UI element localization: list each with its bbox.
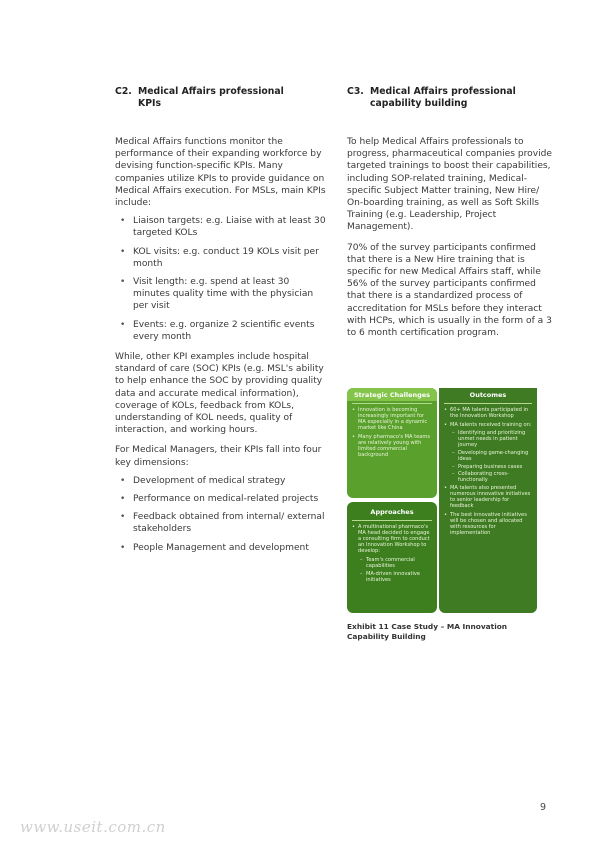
msl-kpi-list: [115, 215, 327, 343]
paragraph: While, other KPI examples include hospital standard of care (SOC) KPIs (e.g. MSL's ability to help enhance the SOC by providing quality data and accurate medical information), coverage of KOLs, feedback from KOLs, understanding of KOL needs, quality of interaction, and working hours.: [115, 352, 324, 436]
list-item: • Many pharmaco's MA teams are relatively young with limited commercial background: [351, 434, 433, 458]
section-number: C3.: [347, 86, 364, 97]
caption-line-1: Exhibit 11 Case Study – MA Innovation: [347, 622, 508, 631]
panel-title: Strategic Challenges: [347, 388, 437, 401]
outcomes-list: [439, 407, 537, 536]
outcomes-panel: [439, 388, 537, 613]
panel-title: Approaches: [370, 508, 414, 516]
list-item: – MA-driven innovative initiatives: [351, 571, 433, 583]
strategic-list: [347, 407, 437, 458]
exhibit-case-study: [347, 388, 537, 613]
paragraph: 70% of the survey participants confirmed that there is a New Hire training that is specific for new Medical Affairs staff, while 56% of the survey participants confirmed that there is a standardized process of accreditation for MSLs before they interact with HCPs, which is usually in the form of a 3 to 6 month certification program.: [347, 242, 552, 339]
list-item: • 60+ MA talents participated in the Innovation Workshop: [443, 407, 533, 419]
caption-line-2: Capability Building: [347, 631, 426, 641]
list-item: • MA talents received training on:: [443, 422, 533, 428]
divider: [352, 520, 432, 521]
manager-kpi-list: [115, 475, 327, 554]
page-number: 9: [540, 802, 547, 813]
list-item: • Innovation is becoming increasingly important for MA especially in a dynamic market like China: [351, 407, 433, 431]
paragraph: Medical Affairs functions monitor the performance of their expanding workforce by devising function-specific KPIs. Many companies utilize KPIs to provide guidance on Medical Affairs execution. For MSLs, main KPIs include:: [115, 137, 326, 209]
list-item: – Identifying and prioritizing unmet needs in patient journey: [443, 430, 533, 448]
list-item: • People Management and development: [115, 542, 327, 554]
section-number: C2.: [115, 86, 132, 97]
approaches-panel: [347, 502, 437, 613]
paragraph: To help Medical Affairs professionals to progress, pharmaceutical companies provide targeted trainings to boost their capabilities, including SOP-related training, Medical-specific Subject Matter training, New Hire/ On-boarding training, as well as Soft Skills Training (e.g. Leadership, Project Management).: [347, 137, 553, 233]
heading-line-2: KPIs: [138, 98, 162, 109]
list-item: • Events: e.g. organize 2 scientific events every month: [115, 319, 327, 343]
list-item: • The best innovative initiatives will be chosen and allocated with resources for implementation: [443, 512, 533, 536]
heading-line-2: capability building: [370, 98, 468, 109]
list-item: – Developing game-changing ideas: [443, 450, 533, 462]
heading-line-1: Medical Affairs professional: [370, 86, 516, 97]
list-item: – Team's commercial capabilities: [351, 557, 433, 569]
panel-title: Outcomes: [439, 388, 537, 401]
list-item: • Visit length: e.g. spend at least 30 minutes quality time with the physician per visit: [115, 276, 327, 313]
list-item: • Development of medical strategy: [115, 475, 327, 487]
exhibit-caption: [347, 622, 547, 641]
strategic-challenges-panel: [347, 388, 437, 498]
heading-line-1: Medical Affairs professional: [138, 86, 284, 97]
left-column: [115, 86, 327, 554]
watermark: www.useit.com.cn: [20, 818, 166, 836]
divider: [444, 403, 532, 404]
list-item: • MA talents also presented numerous innovative initiatives to senior leadership for feedback: [443, 485, 533, 509]
list-item: • Performance on medical-related projects: [115, 493, 327, 505]
list-item: – Collaborating cross-functionally: [443, 471, 533, 483]
approaches-list: [347, 524, 437, 583]
section-heading-c3: [347, 86, 557, 110]
divider: [352, 403, 432, 404]
right-column: [347, 86, 557, 339]
paragraph: For Medical Managers, their KPIs fall into four key dimensions:: [115, 445, 322, 468]
list-item: • A multinational pharmaco's MA head decided to engage a consulting firm to conduct an Innovation Workshop to develop:: [351, 524, 433, 554]
list-item: • KOL visits: e.g. conduct 19 KOLs visit per month: [115, 246, 327, 270]
list-item: – Preparing business cases: [443, 464, 533, 470]
list-item: • Feedback obtained from internal/ external stakeholders: [115, 511, 327, 535]
list-item: • Liaison targets: e.g. Liaise with at least 30 targeted KOLs: [115, 215, 327, 239]
section-heading-c2: [115, 86, 327, 110]
